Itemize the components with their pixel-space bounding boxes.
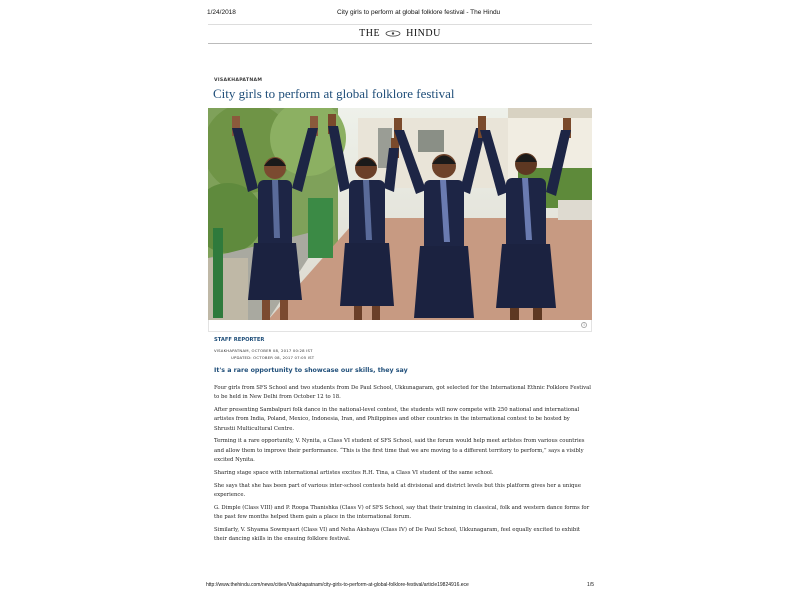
print-page-title: City girls to perform at global folklore festival - The Hindu [337,9,501,16]
published-date: VISAKHAPATNAM, OCTOBER 08, 2017 00:28 IST [214,348,313,353]
info-icon[interactable]: i [581,322,587,328]
photo-caption-strip [208,320,592,332]
masthead-emblem-icon [385,30,401,37]
print-footer [206,582,594,590]
article-paragraph: Four girls from SFS School and two students from De Paul School, Ukkunagaram, got selected for the International Ethnic Folklore Festival to be held in New Delhi from October 12 to 18. [214,385,591,401]
article-paragraph: After presenting Sambalpuri folk dance in the national-level contest, the students will now compete with 250 national and international artistes from India, Poland, Mexico, Indonesia, Iran, and Philippines and other countries in the international contest to be hosted by Shrustii Multicultural Centre. [214,407,580,432]
article-headline: City girls to perform at global folklore festival [213,86,455,101]
article-byline[interactable]: STAFF REPORTER [214,337,265,343]
article-standfirst: It's a rare opportunity to showcase our skills, they say [214,367,408,374]
masthead-hindu: HINDU [406,28,441,39]
article-paragraph: Similarly, V. Shyama Sowmyasri (Class VI) and Neha Akshaya (Class IV) of De Paul School, Ukkunagaram, feel equally excited to exhibit their dancing skills in the ensuing folklore festival. [214,526,581,543]
article-photo [208,108,592,320]
article-paragraph: Sharing stage space with international artistes excites R.H. Tina, a Class VI student of the same school. [214,469,494,476]
article-paragraph: G. Dimple (Class VIII) and P. Roopa Thanishka (Class V) of SFS School, say that their training in classical, folk and western dance forms for the past few months helped them gain a place in the international forum. [214,504,590,521]
article-body [214,384,592,548]
article-paragraph: She says that she has been part of various inter-school contests held at divisional and district levels but this platform gives her a unique experience. [214,482,581,498]
print-date: 1/24/2018 [207,9,236,16]
masthead-the: THE [359,28,381,39]
masthead-logo[interactable] [208,24,592,44]
print-header [207,9,593,21]
article-paragraph: Terming it a rare opportunity, V. Nynita, a Class VI student of SFS School, said the forum would help meet artistes from various countries and allow them to improve their performance. “This is the first time that we are moving to a different territory to perform,” says a visibly excited Nynita. [214,438,585,464]
page-number: 1/5 [587,582,594,588]
article-dateline: VISAKHAPATNAM [214,78,263,83]
updated-date: UPDATED: OCTOBER 08, 2017 07:05 IST [231,355,315,360]
print-url: http://www.thehindu.com/news/cities/Visakhapatnam/city-girls-to-perform-at-global-folklore-festival/article19824916.ece [206,582,469,588]
